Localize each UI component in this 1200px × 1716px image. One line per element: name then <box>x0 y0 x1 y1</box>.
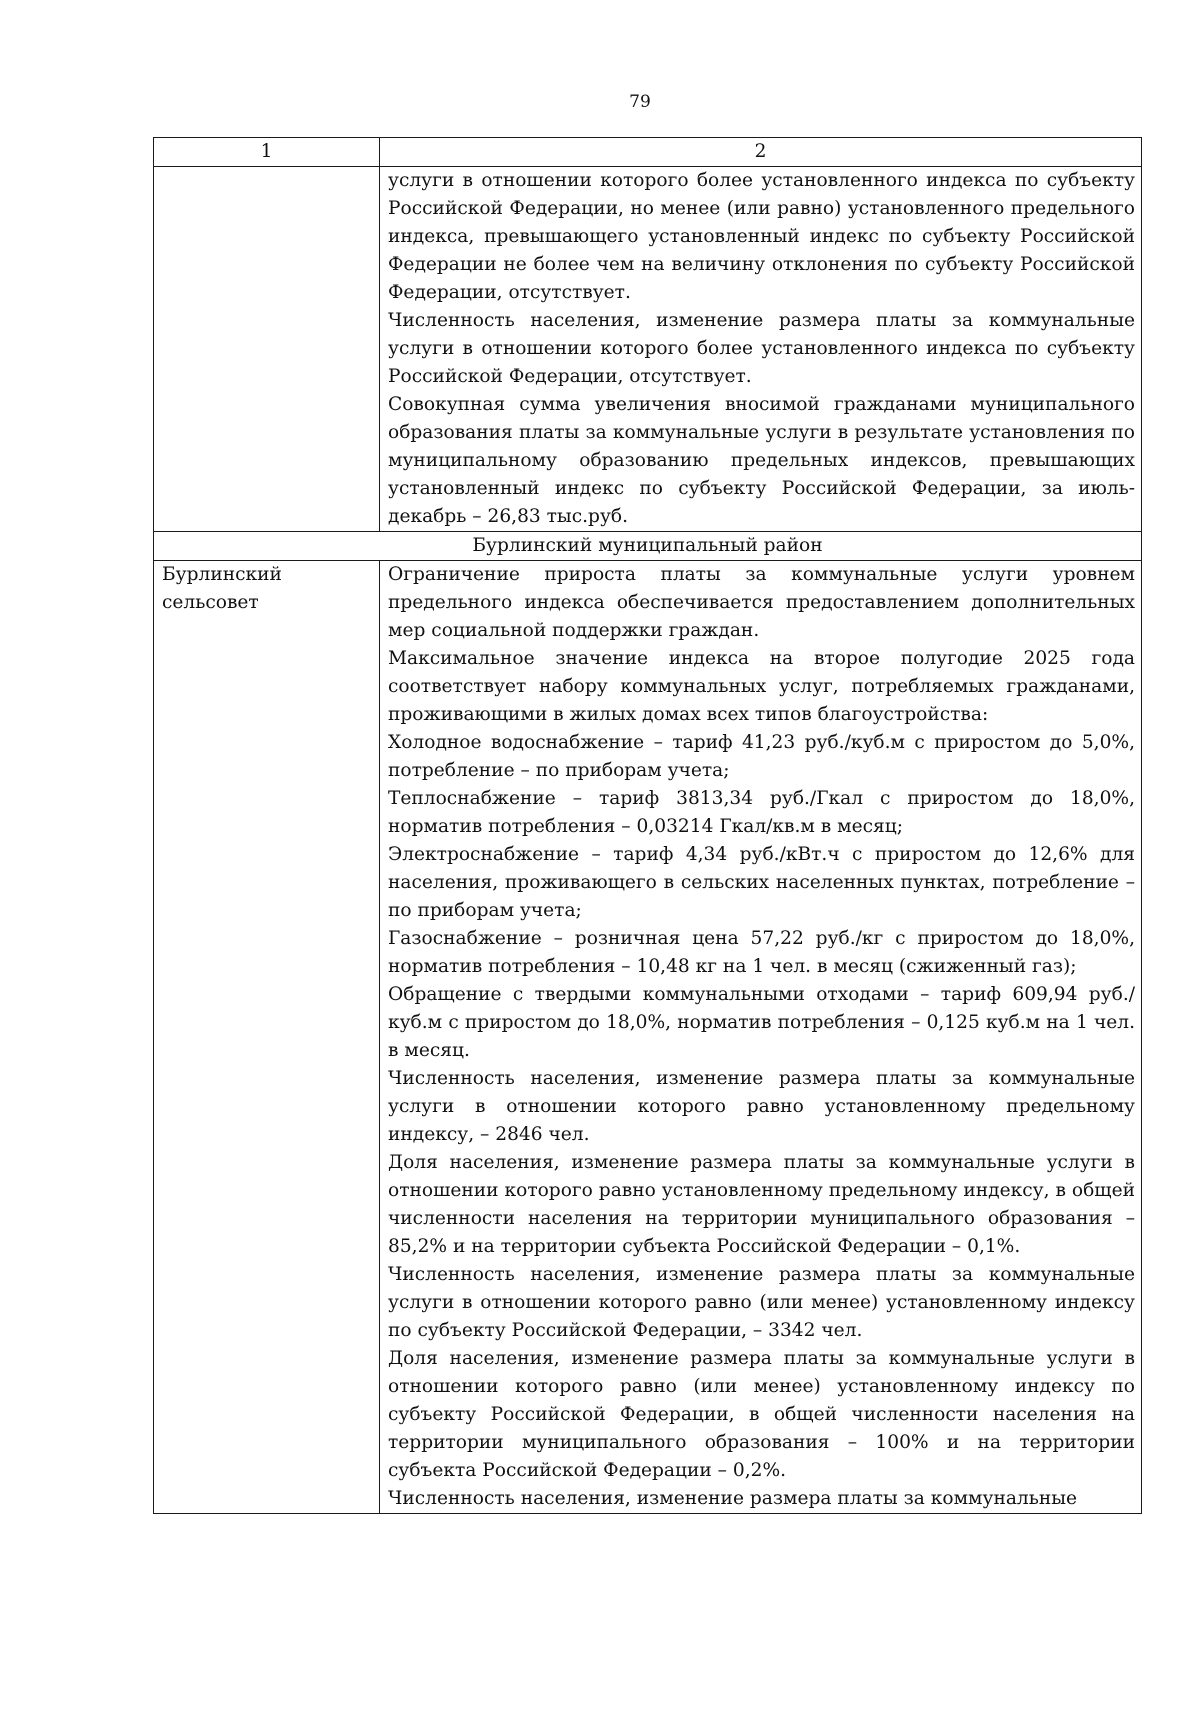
section-title: Бурлинский муниципальный район <box>154 532 1142 561</box>
paragraph: Доля населения, изменение размера платы за коммунальные услуги в отношении которого равно установленному предельному индексу, в общей численности населения на территории муниципального образования – 85,2% и на территории субъекта Российской Федерации – 0,1%. <box>388 1152 1135 1257</box>
column-header-1: 1 <box>154 138 380 167</box>
row-label-line: сельсовет <box>162 592 259 613</box>
paragraph: Теплоснабжение – тариф 3813,34 руб./Гкал с приростом до 18,0%, норматив потребления – 0,03214 Гкал/кв.м в месяц; <box>388 788 1135 837</box>
row-label-line: Бурлинский <box>162 564 282 585</box>
paragraph: Доля населения, изменение размера платы за коммунальные услуги в отношении которого равно (или менее) установленному индексу по субъекту Российской Федерации, в общей численности населения на территории муниципального образования – 100% и на территории субъекта Российской Федерации – 0,2%. <box>388 1348 1135 1481</box>
row-label-burla <box>154 561 380 1514</box>
paragraph: Обращение с твердыми коммунальными отходами – тариф 609,94 руб./куб.м с приростом до 18,0%, норматив потребления – 0,125 куб.м на 1 чел. в месяц. <box>388 984 1135 1061</box>
paragraph: Численность населения, изменение размера платы за коммунальные услуги в отношении которого равно (или менее) установленному индексу по субъекту Российской Федерации, – 3342 чел. <box>388 1264 1135 1341</box>
paragraph: Совокупная сумма увеличения вносимой гражданами муниципального образования платы за коммунальные услуги в результате установления по муниципальному образованию предельных индексов, превышающих установленный индекс по субъекту Российской Федерации, за июль-декабрь – 26,83 тыс.руб. <box>388 394 1135 527</box>
paragraph: Ограничение прироста платы за коммунальные услуги уровнем предельного индекса обеспечивается предоставлением дополнительных мер социальной поддержки граждан. <box>388 564 1135 641</box>
paragraph: Численность населения, изменение размера платы за коммунальные услуги в отношении которого более установленного индекса по субъекту Российской Федерации, отсутствует. <box>388 310 1135 387</box>
document-table <box>153 137 1142 1514</box>
paragraph: Численность населения, изменение размера платы за коммунальные услуги в отношении которого равно установленному предельному индексу, – 2846 чел. <box>388 1068 1135 1145</box>
row-content-continued <box>380 167 1142 532</box>
table-header-row <box>154 138 1142 167</box>
column-header-2: 2 <box>380 138 1142 167</box>
row-label-empty <box>154 167 380 532</box>
paragraph: Численность населения, изменение размера платы за коммунальные <box>388 1488 1078 1509</box>
paragraph: услуги в отношении которого более установленного индекса по субъекту Российской Федерации, но менее (или равно) установленного предельного индекса, превышающего установленный индекс по субъекту Российской Федерации не более чем на величину отклонения по субъекту Российской Федерации, отсутствует. <box>388 170 1135 303</box>
paragraph: Электроснабжение – тариф 4,34 руб./кВт.ч с приростом до 12,6% для населения, проживающего в сельских населенных пунктах, потребление – по приборам учета; <box>388 844 1135 921</box>
paragraph: Газоснабжение – розничная цена 57,22 руб./кг с приростом до 18,0%, норматив потребления – 10,48 кг на 1 чел. в месяц (сжиженный газ); <box>388 928 1135 977</box>
table-row-burla <box>154 561 1142 1514</box>
paragraph: Максимальное значение индекса на второе полугодие 2025 года соответствует набору коммунальных услуг, потребляемых гражданами, проживающими в жилых домах всех типов благоустройства: <box>388 648 1135 725</box>
section-row <box>154 532 1142 561</box>
row-content-burla <box>380 561 1142 1514</box>
paragraph: Холодное водоснабжение – тариф 41,23 руб./куб.м с приростом до 5,0%, потребление – по приборам учета; <box>388 732 1135 781</box>
table-row-continued <box>154 167 1142 532</box>
page-number: 79 <box>629 92 651 112</box>
